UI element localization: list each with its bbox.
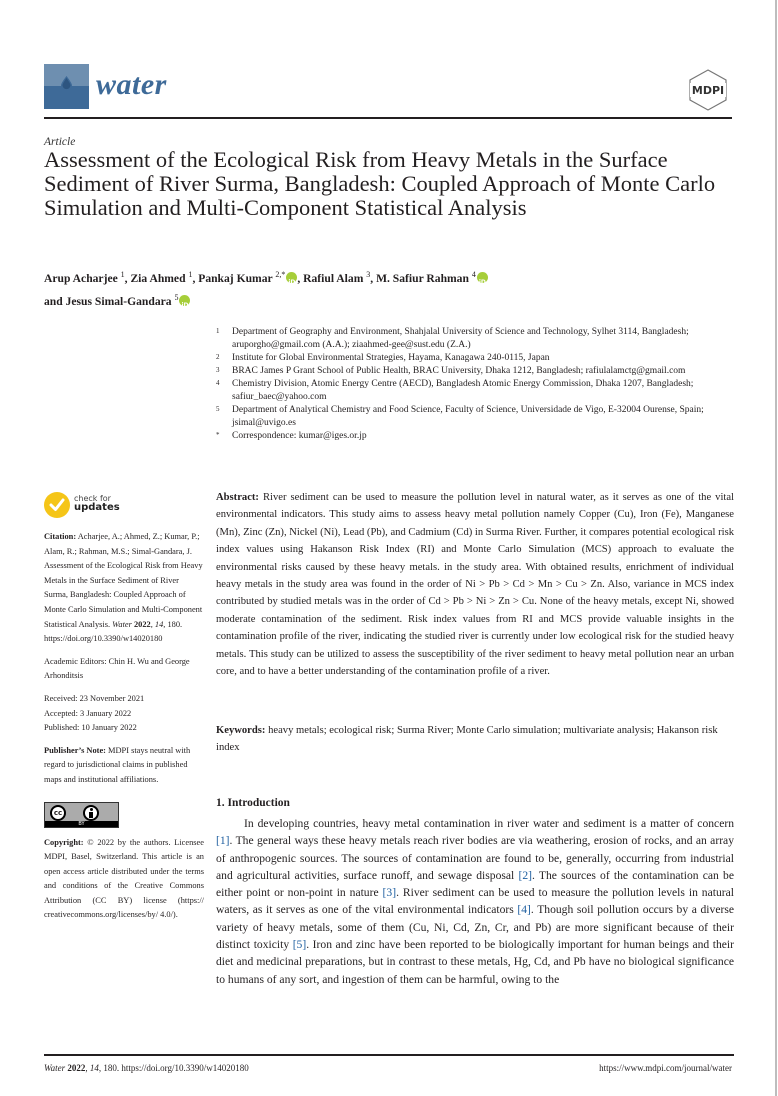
mdpi-logo-icon <box>686 68 730 112</box>
abstract-text: River sediment can be used to measure the pollution level in natural water, as it serves as one of the vital environmental indicators. This study aims to assess heavy metal pollution namely Copper (Cu), Iron (Fe), Manganese (Mn), Zinc (Zn), Nickel (Ni), Lead (Pb), and Cadmium (Cd) in Surma River. Further, it compares potential ecological risk index values using Hakanson Risk Index (RI) and Monte Carlo Simulation (MCS) approach to evaluate the environmental risks caused by these heavy metals. in the study area. With obtained results, enrichment of individual heavy metals in the study area was found in the order of Ni > Pb > Cd > Mn > Cu > Zn. Also, variance in MCS index contributed by studied metals was in the order of Cd > Pb > Ni > Zn > Cu. None of the heavy metals, except Ni, showed moderate contamination of the sediment. Risk index values from RI and MCS provide valuable insights in the contamination profile of the river, indicating the studied river is currently under low ecological risk for the studied heavy metals. This study can be utilized to assess the susceptibility of the river sediment to heavy metal pollution near an urban core, and to have a better understanding of the contamination profile of a river. <box>216 492 734 678</box>
cc-by-license-badge[interactable]: cc BY <box>44 802 119 828</box>
affiliation-item: 5 Department of Analytical Chemistry and Food Science, Faculty of Science, Universidade de Vigo, E-32004 Ourense, Spain; jsimal@uvigo.es <box>216 405 704 428</box>
journal-name: water <box>96 68 167 101</box>
citation-link[interactable]: [3] <box>382 886 397 900</box>
affiliation-item: 1 Department of Geography and Environment, Shahjalal University of Science and Technology, Sylhet 3114, Bangladesh; aruporgho@gmail.com (A.A.); ziaahmed-gee@sust.edu (Z.A.) <box>216 327 689 350</box>
citation-doi-link[interactable]: https://doi.org/10.3390/w14020180 <box>44 634 163 644</box>
section-heading-introduction: 1. Introduction <box>216 797 290 809</box>
footer-doi-link[interactable]: , 180. https://doi.org/10.3390/w14020180 <box>98 1063 249 1073</box>
received-date: Received: 23 November 2021 <box>44 693 145 703</box>
publisher-note: Publisher’s Note: MDPI stays neutral with regard to jurisdictional claims in published maps and institutional affiliations. <box>44 745 191 784</box>
article-title: Assessment of the Ecological Risk from Heavy Metals in the Surface Sediment of River Surma, Bangladesh: Coupled Approach of Monte Carlo Simulation and Multi-Component Statistical Analysis <box>44 147 716 220</box>
author-name[interactable]: Pankaj Kumar <box>198 271 273 285</box>
orcid-icon[interactable] <box>477 272 488 283</box>
author-affil-sup: 1 <box>188 270 193 279</box>
attribution-person-icon <box>83 805 99 821</box>
svg-text:MDPI: MDPI <box>691 84 725 97</box>
orcid-icon[interactable] <box>286 272 297 283</box>
article-sidebar <box>44 492 204 923</box>
author-affil-sup: 4 <box>471 270 476 279</box>
affiliation-item: 3 BRAC James P Grant School of Public Health, BRAC University, Dhaka 1212, Bangladesh; rafiulalamctg@gmail.com <box>216 366 686 376</box>
affiliations <box>216 326 746 443</box>
citation-block: Citation: Acharjee, A.; Ahmed, Z.; Kumar, P.; Alam, R.; Rahman, M.S.; Simal-Gandara, J. Assessment of the Ecological Risk from Heavy Metals in the Surface Sediment of River Surma, Bangladesh: Coupled Approach of Monte Carlo Simulation and Multi-Component Statistical Analysis. Water 2022, 14, 180. https://doi.org/10.3390/w14020180 <box>44 532 203 644</box>
author-list: Arup Acharjee $^1$, Zia Ahmed $^1$, Pankaj Kumar $^{2,*}$ iD , Rafiul Alam $^3$, M. Safiur Rahman $^4$iD and Jesus Simal-Gandara $^5$iD <box>44 265 604 311</box>
author-name[interactable]: Arup Acharjee <box>44 271 118 285</box>
copyright-notice: Copyright: © 2022 by the authors. Licensee MDPI, Basel, Switzerland. This article is an open access article distributed under the terms and conditions of the Creative Commons Attribution (CC BY) license (https:// creativecommons.org/licenses/by/ 4.0/). <box>44 837 204 920</box>
journal-header <box>44 64 732 116</box>
introduction-paragraph: In developing countries, heavy metal contamination in river water and sediment is a matter of concern [1]. The general ways these heavy metals reach river bodies are via weathering, erosion of rocks, and an array of anthropogenic sources. The sources of contamination are found to be, generally, occurring from industrial and agricultural activities, surface runoff, and sewage disposal [2]. The sources of the contamination can be either point or non-point in nature [3]. River sediment can be used to measure the pollution levels in natural waters, as it serves as one of the vital environmental indicators [4]. Though soil pollution occurs by a diverse variety of heavy metals, some of them (Cu, Ni, Cd, Zn, Cr, and Pb) are more significant because of their distinct toxicity [5]. Iron and zinc have been reported to be biologically important for human beings and their diet and medicinal preparations, but in contrast to these metals, Hg, Cd, and Pb have no biological significance to humans of any sort, and ingestion of them can be harmful, owing to the <box>216 817 735 986</box>
creative-commons-icon: cc <box>50 805 66 821</box>
author-name[interactable]: Rafiul Alam <box>303 271 364 285</box>
academic-editors: Academic Editors: Chin H. Wu and George Arhonditsis <box>44 656 190 681</box>
page-edge-divider <box>775 0 777 1096</box>
keywords-text: heavy metals; ecological risk; Surma River; Monte Carlo simulation; multivariate analysis; Hakanson risk index <box>216 725 718 754</box>
footer-rule <box>44 1054 734 1056</box>
water-drop-icon <box>44 64 89 109</box>
author-affil-sup: 2,* <box>275 270 286 279</box>
abstract-label: Abstract: <box>216 492 259 503</box>
accepted-date: Accepted: 3 January 2022 <box>44 708 132 718</box>
citation-link[interactable]: [5] <box>292 938 307 952</box>
published-date: Published: 10 January 2022 <box>44 723 137 733</box>
footer-journal-url[interactable]: https://www.mdpi.com/journal/water <box>599 1063 732 1073</box>
author-affil-sup: 5 <box>174 292 179 302</box>
author-name[interactable]: and Jesus Simal-Gandara <box>44 294 172 308</box>
affiliation-item: 4 Chemistry Division, Atomic Energy Centre (AECD), Bangladesh Atomic Energy Commission, Dhaka 1207, Bangladesh; safiur_baec@yahoo.com <box>216 379 694 402</box>
citation-link[interactable]: [2] <box>518 868 532 882</box>
correspondence: * Correspondence: kumar@iges.or.jp <box>216 431 367 441</box>
header-rule <box>44 117 732 119</box>
abstract <box>216 489 734 680</box>
article-type: Article <box>44 136 76 148</box>
affiliation-item: 2 Institute for Global Environmental Strategies, Hayama, Kanagawa 240-0115, Japan <box>216 353 550 363</box>
author-affil-sup: 1 <box>120 270 125 279</box>
citation-link[interactable]: [1] <box>216 834 230 848</box>
footer-citation: Water 2022, 14, 180. https://doi.org/10.3390/w14020180 <box>44 1063 249 1073</box>
keywords-label: Keywords: <box>216 725 266 736</box>
author-name[interactable]: M. Safiur Rahman <box>376 271 469 285</box>
publication-dates <box>44 692 204 736</box>
author-affil-sup: 3 <box>366 270 371 279</box>
author-name[interactable]: Zia Ahmed <box>130 271 186 285</box>
checkmark-icon <box>44 492 70 518</box>
check-for-updates-button[interactable]: check for updates <box>44 492 204 522</box>
keywords <box>216 722 734 757</box>
citation-link[interactable]: [4] <box>517 903 531 917</box>
orcid-icon[interactable] <box>179 295 190 306</box>
